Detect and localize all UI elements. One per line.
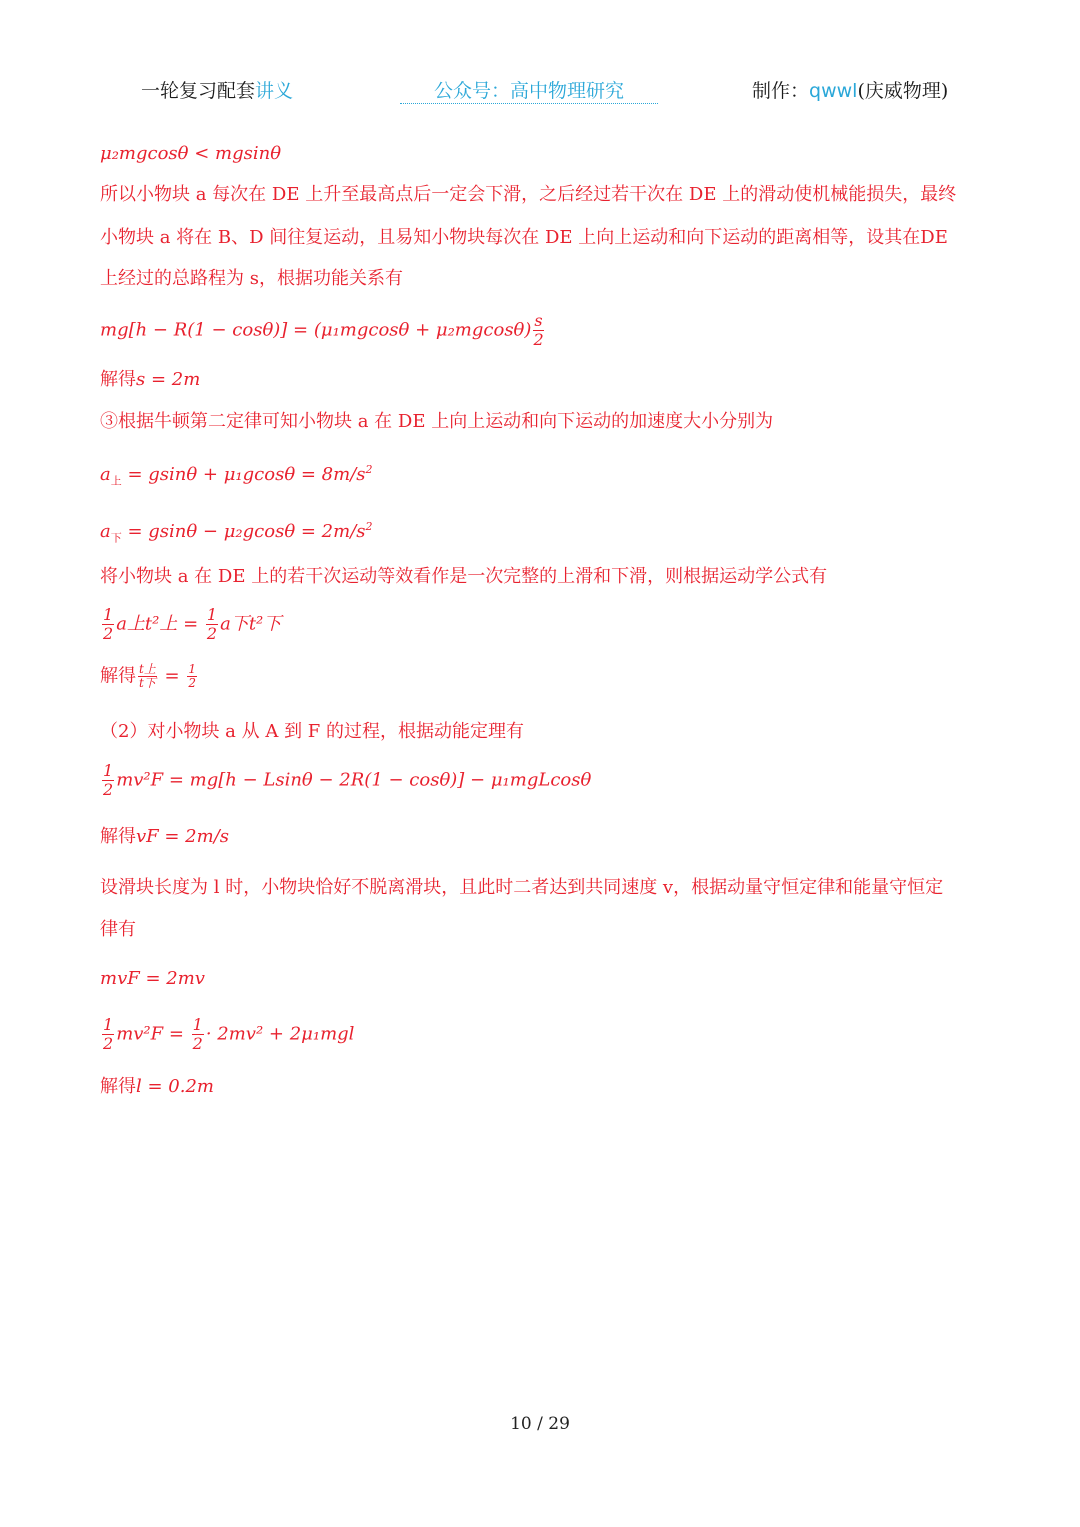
header-right-a: 制作：: [752, 80, 810, 102]
fraction-den: 2: [206, 624, 218, 643]
line-19-right: · 2mv² + 2μ₁mgl: [205, 1023, 355, 1045]
fraction-time-ratio: [138, 663, 157, 690]
line-14: [100, 762, 591, 799]
line-11-eq: =: [177, 613, 204, 635]
line-2: 所以小物块 a 每次在 DE 上升至最高点后一定会下滑，之后经过若干次在 DE 上的滑动使机械能损失，最终: [100, 184, 957, 205]
line-12-eq: =: [158, 665, 186, 687]
line-20-eq: l = 0.2m: [136, 1076, 214, 1097]
line-12: [100, 663, 199, 690]
fraction-num: 1: [206, 605, 218, 624]
line-9: [100, 516, 373, 550]
line-16: 设滑块长度为 l 时，小物块恰好不脱离滑块，且此时二者达到共同速度 v，根据动量守恒定律和能量守恒定: [100, 877, 944, 898]
fraction-half-right: [192, 1016, 204, 1053]
line-12-pre: 解得: [100, 665, 136, 687]
line-11-right: a下t²下: [220, 613, 282, 635]
line-15: [100, 826, 229, 848]
fraction-one-half: [187, 663, 197, 690]
line-9-sup: 2: [365, 520, 373, 533]
fraction-den: 2: [103, 1034, 114, 1053]
line-8: [100, 459, 373, 493]
fraction-half: [102, 762, 114, 799]
line-13: （2）对小物块 a 从 A 到 F 的过程，根据动能定理有: [100, 721, 524, 742]
line-6-eq: s = 2m: [136, 369, 201, 390]
fraction-half-left: [102, 606, 114, 643]
line-7: ③根据牛顿第二定律可知小物块 a 在 DE 上向上运动和向下运动的加速度大小分别为: [100, 411, 774, 432]
header-right: [752, 76, 948, 103]
line-9-a: a: [100, 521, 111, 542]
header-center-link[interactable]: 公众号：高中物理研究: [400, 76, 658, 104]
line-8-sup: 2: [365, 463, 373, 476]
fraction-num: t上: [139, 662, 156, 676]
line-11-left: a上t²上: [116, 613, 178, 635]
line-8-sub: 上: [110, 474, 122, 488]
line-9-sub: 下: [110, 531, 122, 545]
fraction-num: 1: [103, 761, 114, 780]
fraction-num: 1: [188, 662, 196, 676]
line-15-eq: vF = 2m/s: [136, 826, 230, 847]
fraction-den: 2: [188, 676, 196, 690]
line-5-lhs: mg[h − R(1 − cosθ)] = (μ₁mgcosθ + μ₂mgcosθ): [100, 319, 532, 341]
line-8-a: a: [100, 464, 111, 485]
line-11: [100, 606, 281, 643]
page-number: 10 / 29: [510, 1414, 570, 1434]
fraction-num: 1: [103, 1015, 114, 1034]
line-19: [100, 1016, 354, 1053]
fraction-den: 2: [103, 780, 114, 799]
fraction-half-right: [206, 606, 218, 643]
fraction-num: 1: [103, 605, 114, 624]
line-6-pre: 解得: [100, 369, 136, 390]
fraction-den: t下: [139, 676, 156, 690]
fraction-num: s: [534, 311, 543, 330]
fraction-den: 2: [192, 1034, 203, 1053]
line-17: 律有: [100, 919, 136, 940]
header-brand: qwwl: [809, 80, 858, 102]
line-14-body: mv²F = mg[h − Lsinθ − 2R(1 − cosθ)] − μ₁mgLcosθ: [116, 769, 592, 791]
line-10: 将小物块 a 在 DE 上的若干次运动等效看作是一次完整的上滑和下滑，则根据运动学公式有: [100, 566, 828, 587]
line-19-left: mv²F =: [116, 1023, 190, 1045]
line-20: [100, 1076, 214, 1098]
line-9-eq: = gsinθ − μ₂gcosθ = 2m/s: [121, 521, 366, 542]
line-20-pre: 解得: [100, 1076, 136, 1097]
line-3: 小物块 a 将在 B、D 间往复运动，且易知小物块每次在 DE 上向上运动和向下运动的距离相等，设其在DE: [100, 227, 948, 248]
header-left: [141, 76, 293, 103]
fraction-half-left: [102, 1016, 114, 1053]
line-8-eq: = gsinθ + μ₁gcosθ = 8m/s: [121, 464, 366, 485]
header-right-b: (庆威物理): [857, 80, 949, 102]
header-left-a: 一轮复习配套: [141, 80, 256, 102]
fraction-den: 2: [533, 330, 544, 349]
fraction-num: 1: [192, 1015, 203, 1034]
header-left-b: 讲义: [255, 80, 294, 102]
fraction-s-over-2: [533, 312, 543, 349]
line-4: 上经过的总路程为 s，根据功能关系有: [100, 268, 403, 289]
line-18: mvF = 2mv: [100, 968, 205, 989]
line-5: [100, 312, 546, 349]
line-15-pre: 解得: [100, 826, 136, 847]
line-1: μ₂mgcosθ < mgsinθ: [100, 143, 282, 164]
fraction-den: 2: [103, 624, 114, 643]
line-6: [100, 369, 200, 391]
